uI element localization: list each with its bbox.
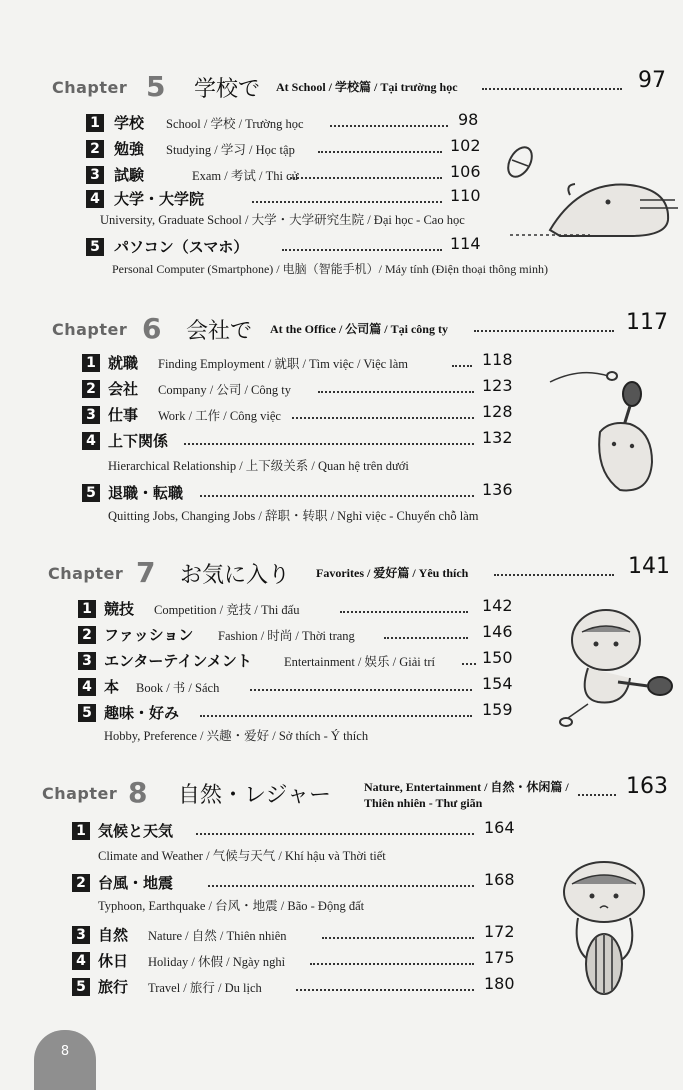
leader-dots [184,443,474,445]
entry-page-number: 128 [482,402,513,421]
entry-page-number: 136 [482,480,513,499]
chapter-page-number: 97 [638,68,666,93]
chapter-title-translations: At the Office / 公司篇 / Tại công ty [270,322,448,336]
chapter-title-translations: At School / 学校篇 / Tại trường học [276,80,458,94]
entry-number-badge: 1 [82,354,100,372]
entry-title-jp: 就職 [108,354,139,372]
leader-dots [578,794,616,796]
entry-number-badge: 3 [78,652,96,670]
entry-number-badge: 3 [72,926,90,944]
chapter-title-translations: Favorites / 爱好篇 / Yêu thích [316,566,469,580]
entry-page-number: 132 [482,428,513,447]
entry-title-jp: 試験 [114,166,145,184]
page-number: 8 [60,1044,70,1059]
chapter-number: 6 [142,312,162,345]
entry-title-jp: パソコン（スマホ） [114,238,249,256]
entry-translations: Studying / 学习 / Học tập [166,143,295,157]
chapter-page-number: 117 [626,310,668,335]
entry-page-number: 172 [484,922,515,941]
chapter-title-translations-line2: Thiên nhiên - Thư giãn [364,796,483,810]
entry-number-badge: 1 [78,600,96,618]
leader-dots [318,151,442,153]
leader-dots [462,663,476,665]
entry-number-badge: 2 [82,380,100,398]
leader-dots [474,330,614,332]
chapter-title-jp: 学校で [194,77,261,102]
entry-page-number: 142 [482,596,513,615]
entry-title-jp: エンターテインメント [104,652,252,670]
entry-number-badge: 5 [86,238,104,256]
entry-number-badge: 2 [78,626,96,644]
leader-dots [208,885,474,887]
hamster-watermelon-illustration [552,852,662,1002]
leader-dots [200,495,474,497]
entry-page-number: 98 [458,110,479,129]
entry-title-jp: 会社 [108,380,139,398]
entry-number-badge: 4 [82,432,100,450]
entry-page-number: 168 [484,870,515,889]
entry-page-number: 159 [482,700,513,719]
leader-dots [196,833,474,835]
entry-title-jp: 競技 [104,600,135,618]
entry-translations: Book / 书 / Sách [136,681,220,695]
entry-page-number: 175 [484,948,515,967]
entry-title-jp: 大学・大学院 [114,190,205,208]
entry-title-jp: 休日 [98,952,129,970]
entry-translations: Fashion / 时尚 / Thời trang [218,629,355,643]
chapter-label: Chapter [52,78,128,97]
chapter-page-number: 141 [628,554,670,579]
entry-page-number: 114 [450,234,481,253]
hamster-racket-illustration [540,362,680,502]
chapter-title-jp: お気に入り [180,563,291,588]
chapter-label: Chapter [52,320,128,339]
entry-translations: Travel / 旅行 / Du lịch [148,981,262,995]
entry-page-number: 123 [482,376,513,395]
entry-page-number: 106 [450,162,481,181]
entry-translations: Nature / 自然 / Thiên nhiên [148,929,287,943]
leader-dots [252,201,442,203]
leader-dots [200,715,472,717]
chapter-5-header[interactable] [0,66,683,102]
leader-dots [310,963,474,965]
entry-page-number: 102 [450,136,481,155]
entry-title-jp: 仕事 [108,406,139,424]
hamster-badminton-illustration [548,598,678,738]
entry-translations: Finding Employment / 就职 / Tìm việc / Việc làm [158,357,409,371]
entry-page-number: 110 [450,186,481,205]
entry-page-number: 164 [484,818,515,837]
entry-title-jp: 台風・地震 [98,874,174,892]
entry-number-badge: 5 [82,484,100,502]
entry-title-jp: 学校 [114,114,145,132]
leader-dots [292,417,474,419]
entry-page-number: 180 [484,974,515,993]
hamster-sliding-illustration [490,140,680,240]
entry-title-jp: 勉強 [114,140,145,158]
entry-number-badge: 4 [86,190,104,208]
entry-title-jp: 趣味・好み [104,704,180,722]
leader-dots [384,637,468,639]
toc-entry-5-1[interactable] [0,110,683,134]
entry-number-badge: 1 [86,114,104,132]
chapter-page-number: 163 [626,774,668,799]
entry-title-jp: 本 [104,678,120,696]
leader-dots [452,365,472,367]
entry-translations: Hierarchical Relationship / 上下级关系 / Quan hệ trên dưới [108,459,409,473]
entry-title-jp: 自然 [98,926,129,944]
entry-translations: Holiday / 休假 / Ngày nghỉ [148,955,286,969]
leader-dots [322,937,474,939]
leader-dots [330,125,448,127]
entry-translations: School / 学校 / Trường học [166,117,304,131]
entry-page-number: 154 [482,674,513,693]
entry-translations: University, Graduate School / 大学・大学研究生院 / Đại học - Cao học [100,213,465,227]
leader-dots [250,689,472,691]
chapter-label: Chapter [48,564,124,583]
chapter-title-jp: 会社で [186,319,253,344]
entry-title-jp: 退職・転職 [108,484,184,502]
entry-page-number: 146 [482,622,513,641]
entry-number-badge: 5 [72,978,90,996]
entry-number-badge: 1 [72,822,90,840]
entry-number-badge: 5 [78,704,96,722]
entry-number-badge: 2 [72,874,90,892]
entry-number-badge: 2 [86,140,104,158]
entry-page-number: 118 [482,350,513,369]
entry-title-jp: 上下関係 [108,432,169,450]
chapter-title-jp: 自然・レジャー [178,783,332,808]
entry-translations: Competition / 竞技 / Thi đấu [154,603,300,617]
chapter-number: 5 [146,70,166,103]
entry-title-jp: 旅行 [98,978,129,996]
chapter-8-header[interactable] [0,772,683,820]
entry-page-number: 150 [482,648,513,667]
entry-number-badge: 4 [72,952,90,970]
entry-title-jp: 気候と天気 [98,822,174,840]
leader-dots [482,88,622,90]
entry-number-badge: 4 [78,678,96,696]
entry-translations: Typhoon, Earthquake / 台风・地震 / Bão - Động đất [98,899,365,913]
chapter-7-header[interactable] [0,552,683,588]
chapter-number: 8 [128,776,148,809]
entry-translations: Quitting Jobs, Changing Jobs / 辞职・转职 / Nghỉ việc - Chuyển chỗ làm [108,509,479,523]
leader-dots [340,611,468,613]
leader-dots [282,249,442,251]
entry-translations: Personal Computer (Smartphone) / 电脑（智能手机）/ Máy tính (Điện thoại thông minh) [112,262,548,276]
chapter-number: 7 [136,556,156,589]
entry-title-jp: ファッション [104,626,194,644]
entry-translations: Company / 公司 / Công ty [158,383,291,397]
page-number-badge [34,1030,96,1090]
leader-dots [290,177,442,179]
chapter-title-translations: Nature, Entertainment / 自然・休闲篇 / [364,780,569,794]
leader-dots [494,574,614,576]
entry-translations: Entertainment / 娱乐 / Giải trí [284,655,436,669]
entry-translations: Exam / 考试 / Thi cử [192,169,299,183]
leader-dots [296,989,474,991]
chapter-label: Chapter [42,784,118,803]
entry-translations: Hobby, Preference / 兴趣・爱好 / Sở thích - Ý thích [104,729,369,743]
leader-dots [318,391,474,393]
entry-translations: Work / 工作 / Công việc [158,409,281,423]
entry-translations: Climate and Weather / 气候与天气 / Khí hậu và Thời tiết [98,849,386,863]
entry-number-badge: 3 [86,166,104,184]
chapter-6-header[interactable] [0,308,683,344]
toc-entry-5-5[interactable] [0,234,683,280]
entry-number-badge: 3 [82,406,100,424]
